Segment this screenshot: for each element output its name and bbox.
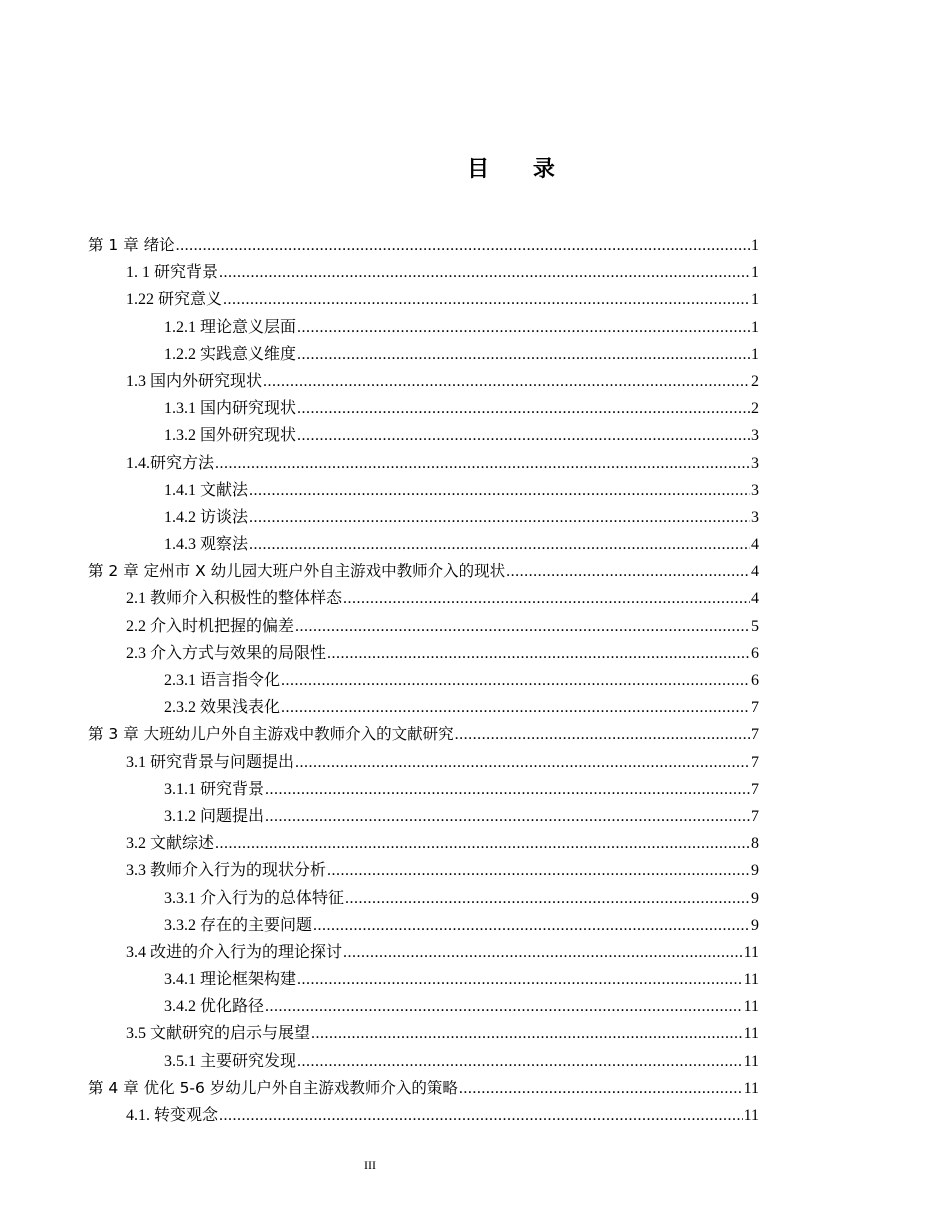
dot-leader [345,885,750,912]
toc-entry[interactable] [88,422,759,449]
toc-entry-page: 7 [751,753,759,771]
toc-chapter-entry[interactable] [88,1075,759,1102]
toc-entry[interactable] [88,939,759,966]
toc-entry[interactable] [88,504,759,531]
dot-leader [506,558,750,585]
toc-entry[interactable] [88,803,759,830]
dot-leader [281,667,750,694]
dot-leader [295,613,750,640]
toc-entry[interactable] [88,395,759,422]
toc-entry-label: 第 3 章 大班幼儿户外自主游戏中教师介入的文献研究 [88,725,454,744]
toc-entry-label: 3.5.1 主要研究发现 [164,1052,297,1070]
toc-entry-page: 9 [751,889,759,907]
toc-entry[interactable] [88,640,759,667]
toc-entry-page: 7 [751,807,759,825]
toc-entry-page: 3 [751,508,759,526]
dot-leader [249,504,750,531]
dot-leader [297,341,750,368]
page-number: III [364,1158,376,1172]
toc-entry[interactable] [88,1020,759,1047]
toc-entry[interactable] [88,613,759,640]
toc-entry[interactable] [88,259,759,286]
toc-entry-page: 6 [751,644,759,662]
toc-entry[interactable] [88,286,759,313]
toc-entry[interactable] [88,585,759,612]
dot-leader [219,259,750,286]
toc-entry-label: 3.4.2 优化路径 [164,998,265,1016]
toc-entry-page: 2 [751,400,759,418]
toc-entry[interactable] [88,531,759,558]
toc-entry-label: 3.1 研究背景与问题提出 [126,753,295,771]
toc-entry[interactable] [88,912,759,939]
toc-entry-label: 3.2 文献综述 [126,835,215,853]
toc-entry-page: 1 [751,237,759,254]
dot-leader [297,314,750,341]
toc-entry-label: 1.3 国内外研究现状 [126,372,263,390]
toc-entry-page: 4 [751,536,759,554]
dot-leader [215,830,750,857]
dot-leader [297,422,750,449]
toc-entry-label: 1.2.2 实践意义维度 [164,345,297,363]
toc-entry[interactable] [88,341,759,368]
toc-entry-label: 2.3.1 语言指令化 [164,672,281,689]
toc-entry[interactable] [88,477,759,504]
dot-leader [343,585,750,612]
toc-entry-label: 3.4 改进的介入行为的理论探讨 [126,943,343,961]
toc-entry-label: 2.3.2 效果浅表化 [164,699,281,717]
toc-entry-page: 11 [743,1052,759,1070]
toc-entry-label: 1.4.1 文献法 [164,481,249,499]
toc-entry-label: 1. 1 研究背景 [126,264,219,282]
toc-entry-page: 9 [751,916,759,934]
toc-entry-page: 11 [743,971,759,989]
toc-entry-page: 3 [751,454,759,472]
dot-leader [311,1020,743,1047]
toc-entry-label: 2.1 教师介入积极性的整体样态 [126,590,343,608]
toc-entry[interactable] [88,314,759,341]
dot-leader [327,857,750,884]
toc-entry[interactable] [88,885,759,912]
toc-entry-page: 7 [751,699,759,717]
dot-leader [223,286,750,313]
dot-leader [265,993,743,1020]
toc-entry-page: 3 [751,427,759,445]
toc-entry-page: 4 [751,590,759,608]
toc-entry[interactable] [88,857,759,884]
toc-entry-page: 1 [751,291,759,309]
toc-entry[interactable] [88,966,759,993]
toc-entry-label: 3.3.1 介入行为的总体特征 [164,889,345,907]
dot-leader [265,803,750,830]
dot-leader [249,531,750,558]
toc-entry[interactable] [88,776,759,803]
toc-entry[interactable] [88,749,759,776]
toc-entry-page: 3 [751,481,759,499]
toc-entry-page: 2 [751,372,759,390]
toc-entry-page: 9 [751,862,759,880]
toc-entry-label: 3.1.1 研究背景 [164,780,265,798]
toc-entry-label: 1.22 研究意义 [126,291,223,309]
toc-entry-label: 第 1 章 绪论 [88,236,175,254]
toc-entry-label: 1.4.2 访谈法 [164,508,249,526]
dot-leader [459,1075,743,1102]
dot-leader [215,450,750,477]
toc-entry-page: 11 [743,1107,759,1124]
toc-entry-page: 11 [743,943,759,961]
toc-title: 目 录 [467,157,573,182]
toc-entry[interactable] [88,450,759,477]
dot-leader [455,721,750,748]
toc-entry[interactable] [88,830,759,857]
toc-entry-label: 4.1. 转变观念 [126,1107,219,1124]
toc-entry[interactable] [88,368,759,395]
toc-chapter-entry[interactable] [88,232,759,259]
toc-entry-page: 8 [751,835,759,853]
toc-entry[interactable] [88,993,759,1020]
dot-leader [343,939,743,966]
toc-entry-label: 3.3.2 存在的主要问题 [164,916,313,934]
toc-entry-label: 2.2 介入时机把握的偏差 [126,617,295,635]
toc-entry-label: 3.3 教师介入行为的现状分析 [126,862,327,880]
toc-entry-page: 1 [751,345,759,363]
dot-leader [295,749,750,776]
toc-entry-page: 6 [751,672,759,689]
toc-entry-page: 7 [751,726,759,744]
toc-entry-label: 第 4 章 优化 5-6 岁幼儿户外自主游戏教师介入的策略 [88,1078,458,1097]
toc-entry-page: 1 [751,318,759,336]
toc-entry-label: 1.3.1 国内研究现状 [164,400,297,418]
dot-leader [249,477,750,504]
dot-leader [263,368,750,395]
toc-chapter-entry[interactable] [88,721,759,748]
toc-entry-page: 1 [751,264,759,282]
dot-leader [265,776,750,803]
dot-leader [176,232,750,259]
toc-entry-page: 11 [743,998,759,1016]
table-of-contents [88,232,759,1129]
dot-leader [297,1048,743,1075]
toc-entry-label: 3.5 文献研究的启示与展望 [126,1025,311,1043]
toc-entry-label: 3.4.1 理论框架构建 [164,971,297,989]
toc-entry[interactable] [88,1048,759,1075]
toc-entry-label: 3.1.2 问题提出 [164,807,265,825]
toc-entry-label: 1.4.研究方法 [126,454,215,472]
dot-leader [281,694,750,721]
toc-entry-page: 4 [751,563,759,581]
toc-entry-page: 11 [743,1079,759,1097]
toc-entry-page: 7 [751,780,759,798]
dot-leader [297,395,750,422]
dot-leader [313,912,750,939]
toc-entry-page: 5 [751,617,759,635]
toc-entry[interactable] [88,667,759,694]
toc-entry-label: 1.4.3 观察法 [164,536,249,554]
dot-leader [327,640,750,667]
toc-entry-page: 11 [743,1025,759,1043]
dot-leader [297,966,743,993]
toc-entry[interactable] [88,1102,759,1129]
toc-entry-label: 第 2 章 定州市 X 幼儿园大班户外自主游戏中教师介入的现状 [88,562,506,581]
toc-entry[interactable] [88,694,759,721]
toc-entry-label: 1.2.1 理论意义层面 [164,318,297,336]
toc-entry-label: 2.3 介入方式与效果的局限性 [126,644,327,662]
toc-entry-label: 1.3.2 国外研究现状 [164,427,297,445]
dot-leader [219,1102,743,1129]
toc-chapter-entry[interactable] [88,558,759,585]
